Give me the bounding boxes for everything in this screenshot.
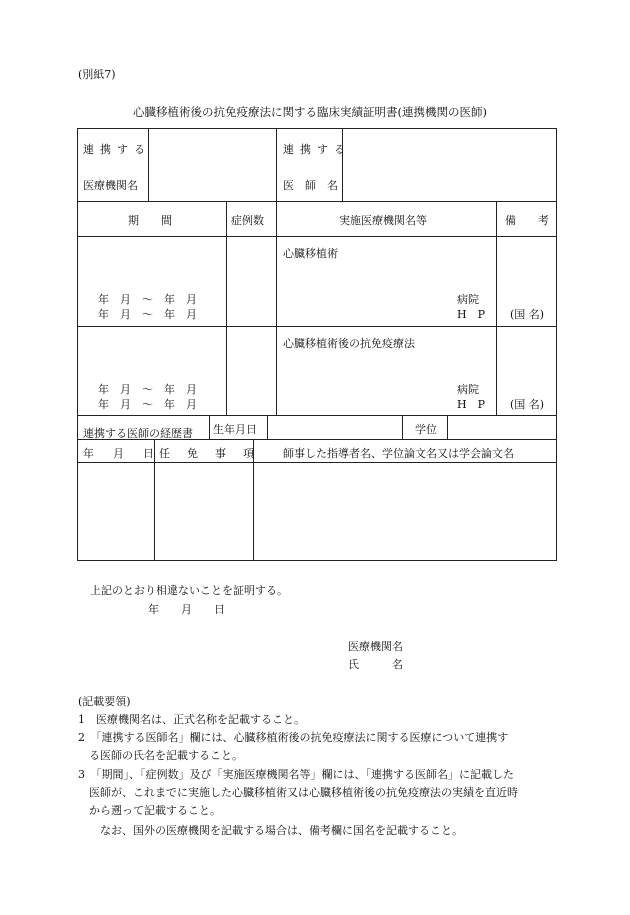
row1-hp: H P: [457, 308, 485, 321]
note-line: 3 「期間」、「症例数」及び「実施医療機関名等」欄には、「連携する医師名」に記載した: [78, 768, 514, 781]
form-number: (別紙7): [78, 68, 116, 81]
note-line: 2 「連携する医師名」欄には、心臓移植術後の抗免疫療法に関する医療について連携す: [78, 731, 509, 744]
page-title: 心臓移植術後の抗免疫療法に関する臨床実績証明書(連携機関の医師): [133, 105, 487, 119]
col-facility: 実施医療機関名等: [339, 214, 427, 227]
row1-period-1[interactable]: 年 月 〜 年 月: [98, 293, 197, 306]
row2-hp: H P: [457, 398, 485, 411]
row2-hospital: 病院: [457, 383, 479, 396]
note-line: 1 医療機関名は、正式名称を記載すること。: [78, 713, 305, 726]
col-period: 期 間: [128, 214, 172, 227]
row1-procedure: 心臓移植術: [283, 247, 338, 260]
note-line: 医師が、これまでに実施した心臓移植術又は心臓移植術後の抗免疫療法の実績を直近時: [78, 786, 518, 799]
doctor-name-field[interactable]: [343, 129, 555, 200]
birth-field[interactable]: [268, 416, 401, 438]
row2-period-1[interactable]: 年 月 〜 年 月: [98, 383, 197, 396]
row2-procedure: 心臓移植術後の抗免疫療法: [283, 337, 415, 350]
col-cases: 症例数: [231, 214, 264, 227]
institution-label-2: 医療機関名: [83, 179, 138, 192]
institution-name-field[interactable]: [149, 129, 275, 200]
career-appointment-header: 任 免 事 項: [159, 447, 257, 460]
institution-label: 連携する: [83, 143, 151, 156]
certification-date: 年 月 日: [148, 603, 225, 616]
note-line: なお、国外の医療機関を記載する場合は、備考欄に国名を記載すること。: [78, 824, 463, 837]
career-date-header: 年 月 日: [83, 447, 158, 460]
doctor-label: 連携する: [283, 143, 351, 156]
note-line: る医師の氏名を記載すること。: [78, 749, 243, 762]
signer-name-label: 氏 名: [348, 658, 403, 671]
career-mentor-header: 師事した指導者名、学位論文名又は学会論文名: [283, 447, 514, 460]
notes-heading: (記載要領): [78, 695, 131, 708]
degree-field[interactable]: [448, 416, 555, 438]
row2-period-2[interactable]: 年 月 〜 年 月: [98, 398, 197, 411]
row1-period-2[interactable]: 年 月 〜 年 月: [98, 308, 197, 321]
note-line: から遡って記載すること。: [78, 804, 221, 817]
degree-label: 学位: [415, 423, 437, 436]
career-label: 連携する医師の経歴書: [83, 427, 193, 440]
birth-label: 生年月日: [213, 423, 257, 436]
row1-hospital: 病院: [457, 293, 479, 306]
col-remarks: 備 考: [505, 214, 549, 227]
doctor-label-2: 医 師 名: [283, 179, 338, 192]
certification-statement: 上記のとおり相違ないことを証明する。: [90, 584, 288, 597]
signer-institution-label: 医療機関名: [348, 640, 403, 653]
career-body[interactable]: [78, 463, 555, 559]
row2-country: (国 名): [510, 398, 545, 411]
row1-country: (国 名): [510, 308, 545, 321]
